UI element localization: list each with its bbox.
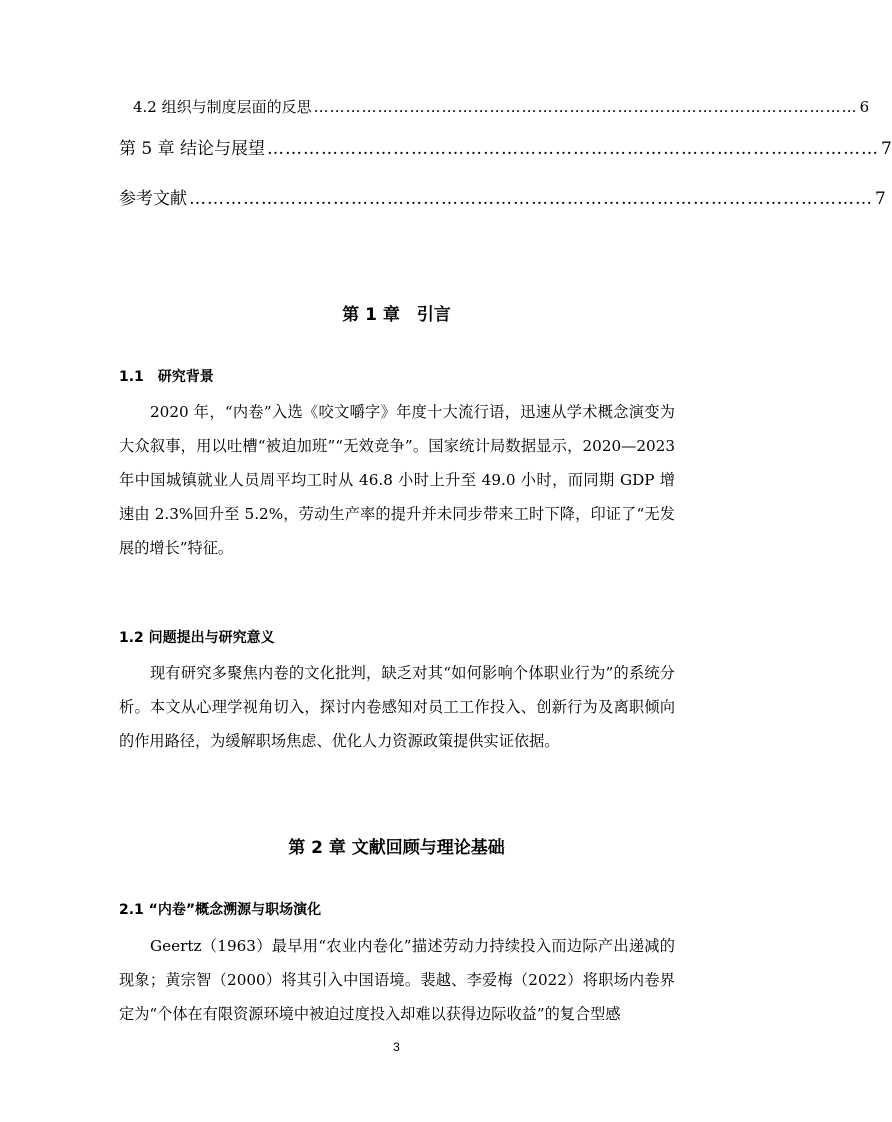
toc-entry-4-2[interactable]: [133, 96, 870, 117]
toc-page-number: 7: [875, 189, 886, 209]
toc-leader-dots: …………………………………………………………………………………………: [267, 139, 880, 159]
chapter-2-title: 第 2 章 文献回顾与理论基础: [288, 838, 505, 858]
section-1-2-paragraph: 现有研究多聚焦内卷的文化批判，缺乏对其“如何影响个体职业行为”的系统分析。本文从心理学视角切入，探讨内卷感知对员工工作投入、创新行为及离职倾向的作用路径，为缓解职场焦虑、优化人力资源政策提供实证依据。: [119, 664, 675, 750]
page-number: 3: [393, 1040, 400, 1054]
section-1-1-paragraph: 2020 年，“内卷”入选《咬文嚼字》年度十大流行语，迅速从学术概念演变为大众叙事，用以吐槽“被迫加班”“无效竞争”。国家统计局数据显示，2020—2023 年中国城镇就业人员周平均工时从 46.8 小时上升至 49.0 小时，而同期 GDP 增速由 2.3%回升至 5.2%，劳动生产率的提升并未同步带来工时下降，印证了“无发展的增长”特征。: [119, 403, 675, 557]
toc-page-number: 7: [881, 139, 892, 159]
section-2-1-paragraph: Geertz（1963）最早用“农业内卷化”描述劳动力持续投入而边际产出递减的现象；黄宗智（2000）将其引入中国语境。裴越、李爱梅（2022）将职场内卷界定为“个体在有限资源环境中被迫过度投入却难以获得边际收益”的复合型感: [119, 937, 675, 1023]
chapter-1-title: 第 1 章 引言: [342, 305, 451, 325]
toc-leader-dots: ……………………………………………………………………………………………………: [189, 189, 873, 209]
toc-entry-label: 参考文献: [119, 189, 187, 209]
section-1-1-heading: 1.1 研究背景: [119, 369, 214, 385]
toc-page-number: 6: [859, 98, 870, 116]
toc-entry-chapter-5[interactable]: [119, 134, 892, 159]
toc-entry-label: 第 5 章 结论与展望: [119, 139, 266, 159]
toc-entry-references[interactable]: [119, 184, 886, 209]
section-1-2-heading: 1.2 问题提出与研究意义: [119, 630, 275, 646]
toc-entry-label: 4.2 组织与制度层面的反思: [133, 98, 312, 116]
section-2-1-heading: 2.1 “内卷”概念溯源与职场演化: [119, 902, 322, 918]
toc-leader-dots: …………………………………………………………………………………………: [313, 98, 858, 116]
